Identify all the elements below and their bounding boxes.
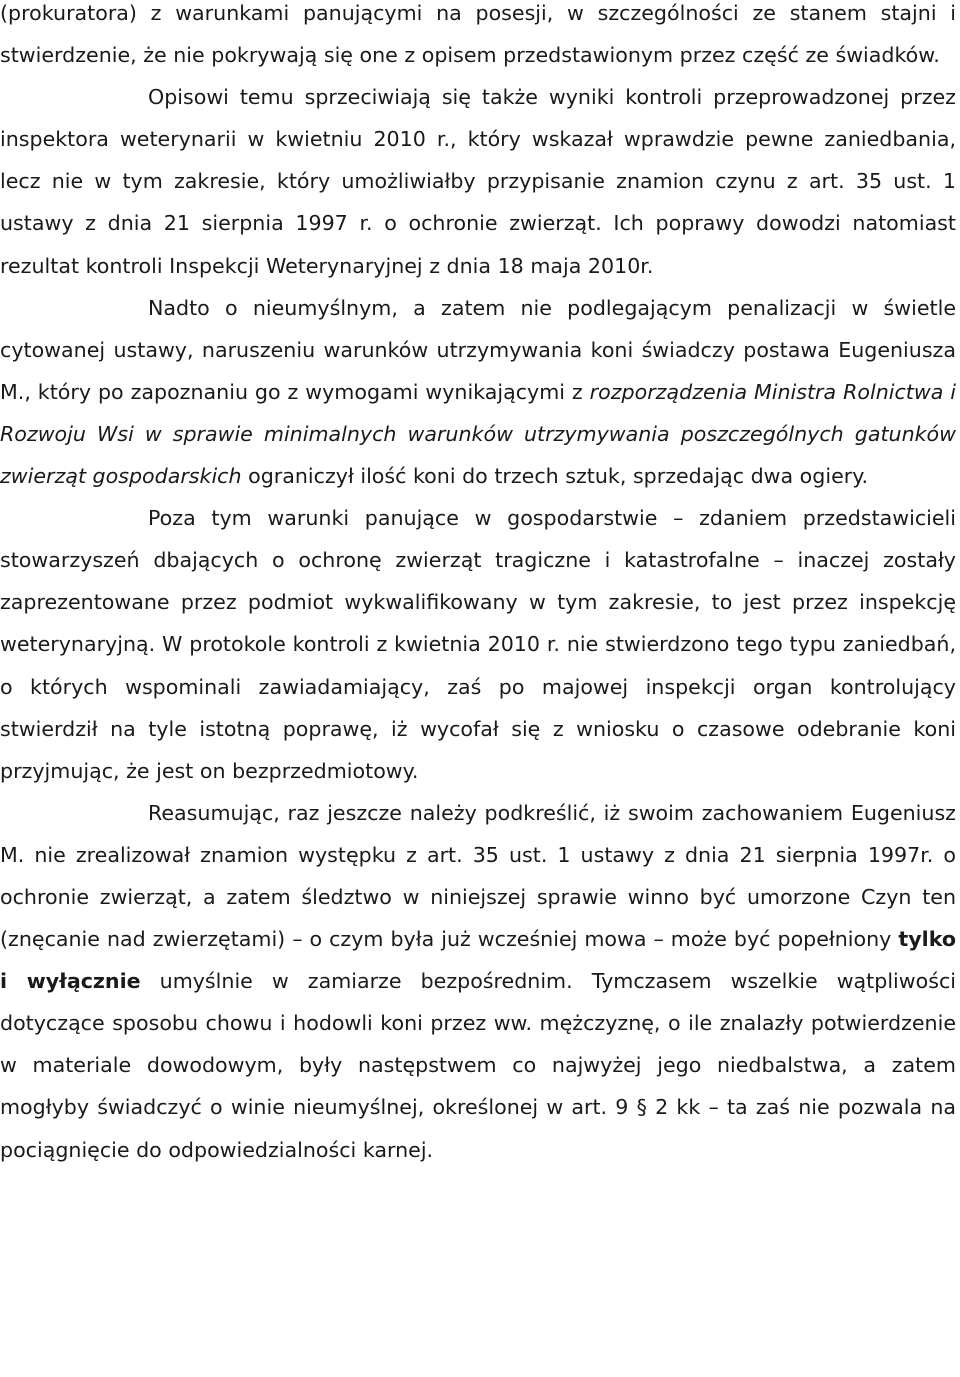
paragraph-4-text: Poza tym warunki panujące w gospodarstwie – zdaniem przedstawicieli stowarzyszeń dbających o ochronę zwierząt tragiczne i katastrofalne – inaczej zostały zaprezentowane przez podmiot wykwalifikowany w tym zakresie, to jest przez inspekcję weterynaryjną. W protokole kontroli z kwietnia 2010 r. nie stwierdzono tego typu zaniedbań, o których wspominali zawiadamiający, zaś po majowej inspekcji organ kontrolujący stwierdził na tyle istotną poprawę, iż wycofał się z wniosku o czasowe odebranie koni przyjmując, że jest on bezprzedmiotowy. — [0, 506, 956, 783]
paragraph-3 — [0, 287, 956, 497]
paragraph-5 — [0, 792, 956, 1171]
paragraph-3-text-end: ograniczył ilość koni do trzech sztuk, sprzedając dwa ogiery. — [241, 464, 868, 489]
paragraph-4 — [0, 497, 956, 792]
paragraph-5-text-end: umyślnie w zamiarze bezpośrednim. Tymczasem wszelkie wątpliwości dotyczące sposobu chowu i hodowli koni przez ww. mężczyznę, o ile znalazły potwierdzenie w materiale dowodowym, były następstwem co najwyżej jego niedbalstwa, a zatem mogłyby świadczyć o winie nieumyślnej, określonej w art. 9 § 2 kk – ta zaś nie pozwala na pociągnięcie do odpowiedzialności karnej. — [0, 969, 956, 1162]
paragraph-1 — [0, 0, 956, 76]
paragraph-2-text: Opisowi temu sprzeciwiają się także wyniki kontroli przeprowadzonej przez inspektora weterynarii w kwietniu 2010 r., który wskazał wprawdzie pewne zaniedbania, lecz nie w tym zakresie, który umożliwiałby przypisanie znamion czynu z art. 35 ust. 1 ustawy z dnia 21 sierpnia 1997 r. o ochronie zwierząt. Ich poprawy dowodzi natomiast rezultat kontroli Inspekcji Weterynaryjnej z dnia 18 maja 2010r. — [0, 85, 956, 278]
regulation-title: rozporządzenia Ministra Rolnictwa i Rozwoju Wsi w sprawie minimalnych warunków utrzymywania poszczególnych gatunków zwierząt gospodarskich — [0, 379, 956, 489]
paragraph-5-text-start: Reasumując, raz jeszcze należy podkreślić, iż swoim zachowaniem Eugeniusz M. nie zrealizował znamion występku z art. 35 ust. 1 ustawy z dnia 21 sierpnia 1997r. o ochronie zwierząt, a zatem śledztwo w niniejszej sprawie winno być umorzone Czyn ten (znęcanie nad zwierzętami) – o czym była już wcześniej mowa – może być popełniony — [0, 800, 956, 952]
paragraph-2 — [0, 76, 956, 286]
emphasis-bold: tylko i wyłącznie — [0, 927, 956, 994]
paragraph-1-text: (prokuratora) z warunkami panującymi na posesji, w szczególności ze stanem stajni i stwierdzenie, że nie pokrywają się one z opisem przedstawionym przez część ze świadków. — [0, 1, 956, 68]
paragraph-3-text-start: Nadto o nieumyślnym, a zatem nie podlegającym penalizacji w świetle cytowanej ustawy, naruszeniu warunków utrzymywania koni świadczy postawa Eugeniusza M., który po zapoznaniu go z wymogami wynikającymi z — [0, 295, 956, 404]
